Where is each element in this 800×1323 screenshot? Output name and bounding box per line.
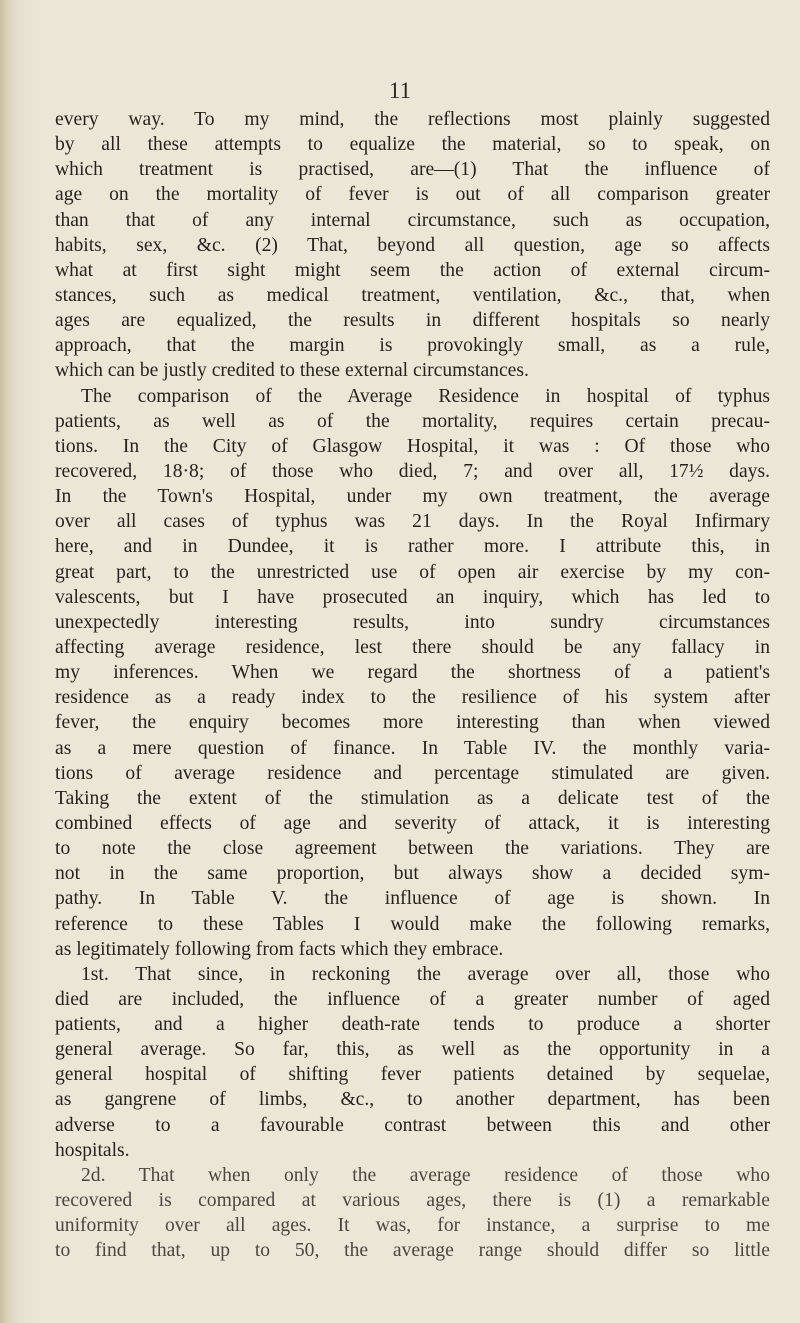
text-line: general average. So far, this, as well as the opportunity in a — [55, 1039, 770, 1061]
text-line: died are included, the influence of a greater number of aged — [55, 988, 770, 1010]
text-line: uniformity over all ages. It was, for instance, a surprise to me — [55, 1215, 770, 1237]
text-line: 1st. That since, in reckoning the average over all, those who — [81, 963, 770, 985]
text-line: as gangrene of limbs, &c., to another department, has been — [55, 1089, 770, 1111]
text-line: not in the same proportion, but always show a decided sym- — [55, 863, 770, 885]
text-line: recovered, 18·8; of those who died, 7; and over all, 17½ days. — [55, 460, 770, 482]
text-line: as a mere question of finance. In Table IV. the monthly varia- — [55, 737, 770, 759]
text-line: patients, and a higher death-rate tends to produce a shorter — [55, 1014, 770, 1036]
text-line: combined effects of age and severity of attack, it is interesting — [55, 812, 770, 834]
text-line: to find that, up to 50, the average range should differ so little — [55, 1240, 770, 1262]
text-line: every way. To my mind, the reflections most plainly suggested — [55, 109, 770, 130]
text-line: my inferences. When we regard the shortness of a patient's — [55, 662, 770, 684]
text-line: general hospital of shifting fever patients detained by sequelae, — [55, 1064, 770, 1086]
text-line: ages are equalized, the results in different hospitals so nearly — [55, 310, 770, 332]
body-text — [55, 107, 770, 1263]
text-line: hospitals. — [55, 1139, 130, 1161]
text-line: reference to these Tables I would make the following remarks, — [55, 913, 770, 935]
text-line: Taking the extent of the stimulation as a delicate test of the — [55, 787, 770, 809]
text-line: recovered is compared at various ages, there is (1) a remarkable — [55, 1190, 770, 1212]
text-line: residence as a ready index to the resilience of his system after — [55, 687, 770, 709]
page-number: 11 — [388, 78, 412, 103]
text-line: which can be justly credited to these external circumstances. — [55, 360, 529, 382]
text-line: what at first sight might seem the action of external circum- — [55, 259, 770, 281]
text-line: habits, sex, &c. (2) That, beyond all question, age so affects — [55, 234, 770, 256]
text-line: stances, such as medical treatment, ventilation, &c., that, when — [55, 284, 770, 306]
text-line: tions. In the City of Glasgow Hospital, it was : Of those who — [55, 435, 770, 457]
text-line: by all these attempts to equalize the material, so to speak, on — [55, 134, 770, 156]
text-line: The comparison of the Average Residence in hospital of typhus — [81, 385, 770, 407]
text-line: here, and in Dundee, it is rather more. I attribute this, in — [55, 536, 770, 558]
text-line: to note the close agreement between the variations. They are — [55, 838, 770, 860]
text-line: patients, as well as of the mortality, requires certain precau- — [55, 410, 770, 432]
text-line: than that of any internal circumstance, such as occupation, — [55, 209, 770, 231]
text-line: tions of average residence and percentage stimulated are given. — [55, 762, 770, 784]
text-line: pathy. In Table V. the influence of age is shown. In — [55, 888, 770, 910]
text-line: valescents, but I have prosecuted an inquiry, which has led to — [55, 586, 770, 608]
text-line: adverse to a favourable contrast between this and other — [55, 1114, 770, 1136]
text-line: approach, that the margin is provokingly small, as a rule, — [55, 335, 770, 357]
text-line: unexpectedly interesting results, into sundry circumstances — [55, 611, 770, 633]
text-line: which treatment is practised, are—(1) That the influence of — [55, 159, 770, 181]
text-line: fever, the enquiry becomes more interesting than when viewed — [55, 712, 770, 734]
page-spine-shadow — [0, 0, 14, 1323]
text-line: great part, to the unrestricted use of open air exercise by my con- — [55, 561, 770, 583]
text-line: over all cases of typhus was 21 days. In the Royal Infirmary — [55, 511, 770, 533]
text-line: age on the mortality of fever is out of all comparison greater — [55, 184, 770, 206]
text-line: as legitimately following from facts which they embrace. — [55, 938, 504, 960]
text-line: In the Town's Hospital, under my own treatment, the average — [55, 486, 770, 508]
text-line: 2d. That when only the average residence of those who — [81, 1164, 770, 1186]
text-line: affecting average residence, lest there should be any fallacy in — [55, 636, 770, 658]
